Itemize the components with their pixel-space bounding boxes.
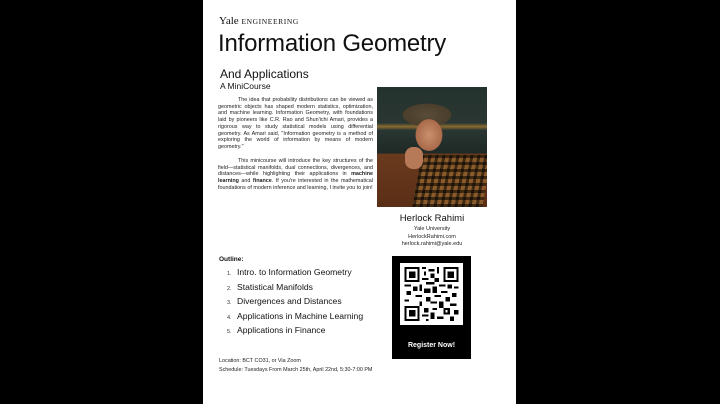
register-now-button[interactable]: Register Now!: [407, 342, 456, 349]
outline-label: Divergences and Distances: [237, 296, 342, 307]
outline-item: [227, 266, 363, 281]
schedule-text: Schedule: Tuesdays From March 25th, April 22nd, 5:30-7:00 PM: [219, 367, 373, 373]
outline-list: [227, 266, 363, 339]
outline-item: [227, 281, 363, 296]
outline-number: 1.: [227, 271, 232, 277]
highlight-finance: finance: [252, 178, 272, 185]
description-text: . If you're interested in the mathematical foundations of modern inference and learning, I invite you to join!: [218, 178, 373, 191]
logistics: [219, 357, 372, 375]
outline-label: Applications in Finance: [237, 325, 326, 336]
presenter-contact: [377, 226, 487, 249]
outline-label: Intro. to Information Geometry: [237, 267, 352, 277]
presenter-website[interactable]: HerlockRahimi.com: [408, 233, 456, 240]
intro-paragraph: The idea that probability distributions can be viewed as geometric objects has shaped modern statistics, optimization, and machine learning. Information Geometry, with foundations laid by pioneers like C.R. Rao and Shun'ichi Amari, provides a rigorous way to study statistical models using differential geometry. As Amari said, "Information geometry is a method of exploring the world of information by means of modern geometry.": [218, 97, 373, 150]
location-text: Location: BCT CO31, or Via Zoom: [219, 358, 301, 364]
brand-yale: Yale: [219, 15, 239, 27]
outline-number: 3.: [227, 300, 232, 307]
presenter-photo: [377, 87, 487, 207]
presenter-name: Herlock Rahimi: [399, 213, 465, 224]
description-text: This minicourse will introduce the key structures of the field—statistical manifolds, dual connections, divergences, and distances—while highlighting their applications in: [218, 158, 373, 178]
page-subtitle: And Applications: [220, 67, 309, 81]
outline-item: [227, 324, 363, 339]
outline-item: [227, 295, 363, 310]
outline-number: 4.: [227, 314, 232, 321]
yale-engineering-logo: [219, 15, 299, 27]
qr-code-icon[interactable]: [400, 263, 463, 325]
description-paragraph: [218, 158, 373, 192]
outline-number: 2.: [227, 285, 232, 292]
page-title: Information Geometry: [218, 30, 447, 57]
flyer-page: [203, 0, 516, 404]
presenter-affiliation: Yale University: [413, 226, 451, 232]
outline-heading: Outline:: [219, 256, 244, 263]
description-text: and: [238, 178, 253, 185]
outline-item: [227, 310, 363, 325]
outline-label: Statistical Manifolds: [237, 281, 313, 292]
outline-number: 5.: [227, 329, 232, 336]
outline-label: Applications in Machine Learning: [237, 310, 364, 321]
highlight-machine-learning: machine learning: [218, 171, 373, 185]
course-type: A MiniCourse: [220, 81, 271, 91]
presenter-email[interactable]: herlock.rahimi@yale.edu: [401, 241, 463, 248]
photo-hand: [405, 147, 423, 169]
brand-engineering: ENGINEERING: [241, 17, 299, 26]
photo-scarf: [412, 155, 487, 207]
register-qr-box[interactable]: [392, 256, 471, 359]
